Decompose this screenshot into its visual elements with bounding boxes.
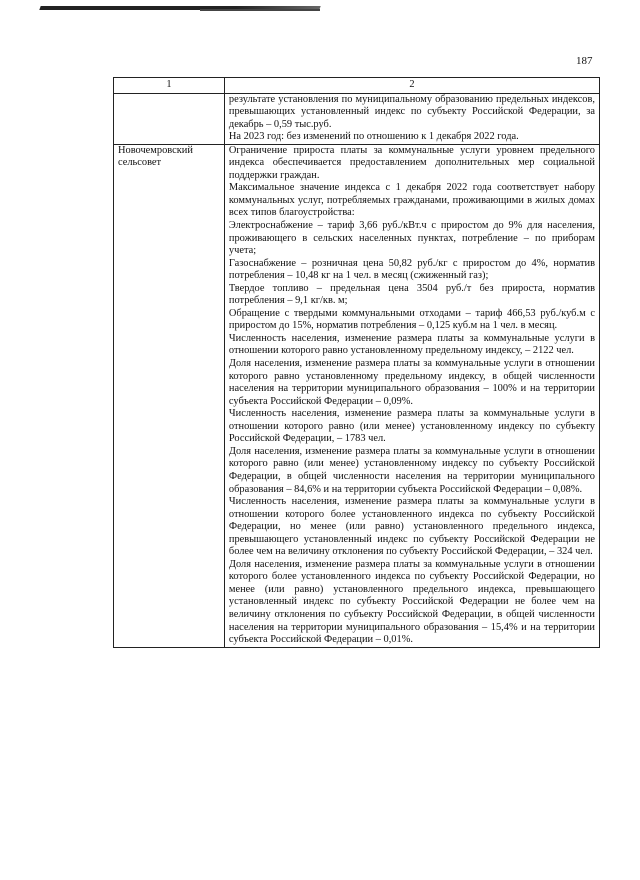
paragraph: Твердое топливо – предельная цена 3504 руб./т без прироста, норматив потребления – 9,1 кг/кв. м;: [228, 282, 595, 307]
paragraph: Численность населения, изменение размера платы за коммунальные услуги в отношении которого более установленного индекса по субъекту Российской Федерации, но менее (или равно) установленного предельного индекса, превышающего установленный индекс по субъекту Российской Федерации не более чем на величину отклонения по субъекту Российской Федерации, – 324 чел.: [228, 496, 595, 558]
paragraph: Обращение с твердыми коммунальными отходами – тариф 466,53 руб./куб.м с приростом до 15%, норматив потребления – 0,125 куб.м на 1 чел. в месяц.: [228, 307, 595, 332]
empty-cell: [114, 93, 225, 144]
column-header-2: 2: [224, 78, 599, 94]
paragraph: Численность населения, изменение размера платы за коммунальные услуги в отношении которого равно (или менее) установленному индексу по субъекту Российской Федерации, – 1783 чел.: [228, 408, 595, 445]
paragraph: Максимальное значение индекса с 1 декабря 2022 года соответствует набору коммунальных услуг, потребляемых гражданами, проживающими в жилых домах всех типов благоустройства:: [228, 182, 595, 219]
paragraph: Электроснабжение – тариф 3,66 руб./кВт.ч с приростом до 9% для населения, проживающего в сельских населенных пунктах, потребление – по приборам учета;: [228, 220, 595, 257]
document-table: [113, 77, 600, 648]
table-header-row: [114, 78, 600, 94]
paragraph: Доля населения, изменение размера платы за коммунальные услуги в отношении которого равно (или менее) установленному индексу по субъекту Российской Федерации, в общей численности населения на территории муниципального образования – 84,6% и на территории субъекта Российской Федерации – 0,08%.: [228, 445, 595, 495]
paragraph: Численность населения, изменение размера платы за коммунальные услуги в отношении которого равно установленному предельному индексу, – 2122 чел.: [228, 332, 595, 357]
table-row-municipality: [114, 144, 600, 647]
page-number: 187: [576, 55, 593, 67]
paragraph: Доля населения, изменение размера платы за коммунальные услуги в отношении которого равно установленному предельному индексу, в общей численности населения на территории муниципального образования – 100% и на территории субъекта Российской Федерации – 0,09%.: [228, 358, 595, 407]
paragraph: Ограничение прироста платы за коммунальные услуги уровнем предельного индекса обеспечивается предоставлением дополнительных мер социальной поддержки граждан.: [228, 144, 595, 181]
description-cell: [224, 144, 599, 647]
scan-artifact-thin: [200, 9, 320, 11]
paragraph: Доля населения, изменение размера платы за коммунальные услуги в отношении которого более установленного индекса по субъекту Российской Федерации, но менее (или равно) установленного предельного индекса, превышающего установленный индекс по субъекту Российской Федерации не более чем на величину отклонения по субъекту Российской Федерации, в общей численности населения на территории муниципального образования – 15,4% и на территории субъекта Российской Федерации – 0,01%.: [228, 558, 595, 646]
paragraph: На 2023 год: без изменений по отношению к 1 декабря 2022 года.: [228, 131, 519, 143]
paragraph: Газоснабжение – розничная цена 50,82 руб./кг с приростом до 4%, норматив потребления – 10,48 кг на 1 чел. в месяц (сжиженный газ);: [228, 257, 595, 282]
table-row-continuation: [114, 93, 600, 144]
continuation-cell: [224, 93, 599, 144]
paragraph: результате установления по муниципальному образованию предельных индексов, превышающих установленный индекс по субъекту Российской Федерации, за декабрь – 0,59 тыс.руб.: [228, 93, 595, 130]
municipality-name: Новочемровский сельсовет: [114, 144, 225, 647]
column-header-1: 1: [114, 78, 225, 94]
